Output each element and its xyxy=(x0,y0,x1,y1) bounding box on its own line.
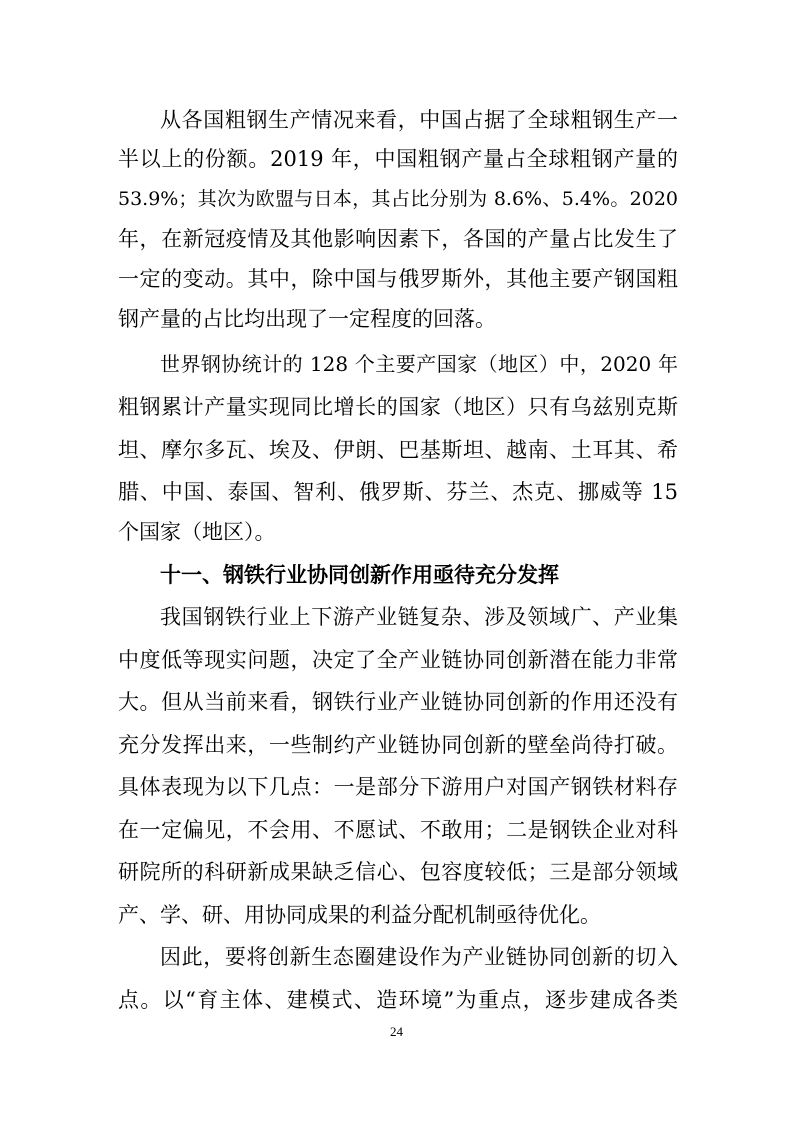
paragraph-3-line-1: 我国钢铁行业上下游产业链复杂、涉及领域广、产业集 xyxy=(160,605,678,629)
paragraph-3-line-4: 充分发挥出来，一些制约产业链协同创新的壁垒尚待打破。 xyxy=(118,733,678,757)
paragraph-4-line-2: 点。以“育主体、建模式、造环境”为重点，逐步建成各类 xyxy=(118,988,678,1012)
paragraph-3-line-2: 中度低等现实问题，决定了全产业链协同创新潜在能力非常 xyxy=(118,648,678,672)
paragraph-3-line-3: 大。但从当前来看，钢铁行业产业链协同创新的作用还没有 xyxy=(118,690,678,714)
paragraph-1-line-5: 一定的变动。其中，除中国与俄罗斯外，其他主要产钢国粗 xyxy=(118,267,678,291)
paragraph-1-line-3: 53.9%；其次为欧盟与日本，其占比分别为 8.6%、5.4%。2020 xyxy=(118,188,678,210)
paragraph-2-line-3: 坦、摩尔多瓦、埃及、伊朗、巴基斯坦、越南、土耳其、希 xyxy=(118,438,678,462)
paragraph-3-line-7: 研院所的科研新成果缺乏信心、包容度较低；三是部分领域 xyxy=(118,860,678,884)
paragraph-1-line-6: 钢产量的占比均出现了一定程度的回落。 xyxy=(118,307,496,331)
paragraph-1-line-4: 年，在新冠疫情及其他影响因素下，各国的产量占比发生了 xyxy=(118,227,678,251)
paragraph-1-line-1: 从各国粗钢生产情况来看，中国占据了全球粗钢生产一 xyxy=(160,108,678,132)
paragraph-2-line-4: 腊、中国、泰国、智利、俄罗斯、芬兰、杰克、挪威等 15 xyxy=(118,480,678,504)
paragraph-3-line-8: 产、学、研、用协同成果的利益分配机制亟待优化。 xyxy=(118,903,601,927)
paragraph-3-line-5: 具体表现为以下几点：一是部分下游用户对国产钢铁材料存 xyxy=(118,775,678,799)
paragraph-1-line-2: 半以上的份额。2019 年，中国粗钢产量占全球粗钢产量的 xyxy=(118,147,678,171)
paragraph-4-line-1: 因此，要将创新生态圈建设作为产业链协同创新的切入 xyxy=(160,945,678,969)
paragraph-2-line-1: 世界钢协统计的 128 个主要产国家（地区）中，2020 年 xyxy=(160,352,678,376)
section-heading: 十一、钢铁行业协同创新作用亟待充分发挥 xyxy=(160,563,559,587)
page-number: 24 xyxy=(390,1024,403,1039)
paragraph-2-line-2: 粗钢累计产量实现同比增长的国家（地区）只有乌兹别克斯 xyxy=(118,395,678,419)
paragraph-3-line-6: 在一定偏见，不会用、不愿试、不敢用；二是钢铁企业对科 xyxy=(118,818,678,842)
paragraph-2-line-5: 个国家（地区）。 xyxy=(118,520,276,544)
